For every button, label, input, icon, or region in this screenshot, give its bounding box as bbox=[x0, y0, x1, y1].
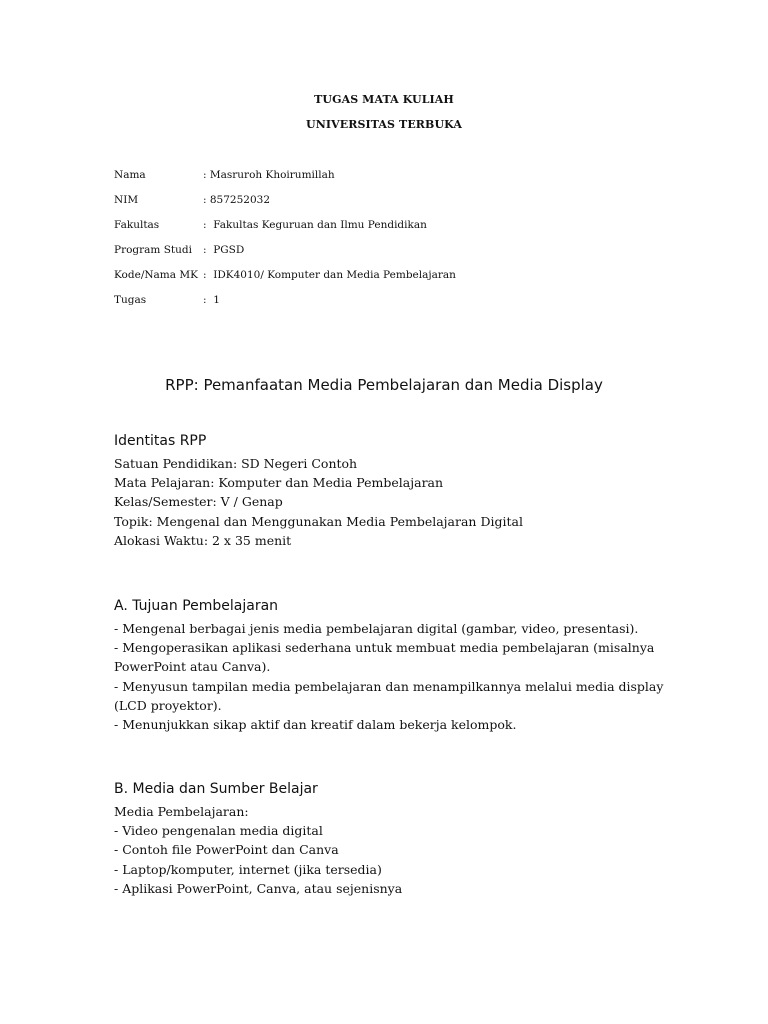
info-label: NIM bbox=[114, 194, 139, 206]
text-line: - Aplikasi PowerPoint, Canva, atau sejenisnya bbox=[114, 880, 403, 896]
text-line: Topik: Mengenal dan Menggunakan Media Pembelajaran Digital bbox=[114, 513, 523, 529]
text-line: - Menunjukkan sikap aktif dan kreatif dalam bekerja kelompok. bbox=[114, 716, 517, 732]
text-line: Alokasi Waktu: 2 x 35 menit bbox=[114, 532, 292, 548]
info-value: : 857252032 bbox=[203, 194, 270, 206]
info-label: Nama bbox=[114, 169, 146, 181]
info-row-fakultas bbox=[114, 219, 456, 244]
section-heading-tujuan: A. Tujuan Pembelajaran bbox=[114, 598, 279, 614]
info-label: Program Studi bbox=[114, 244, 192, 256]
info-row-kode-mk bbox=[114, 269, 456, 294]
info-value: : Fakultas Keguruan dan Ilmu Pendidikan bbox=[203, 219, 427, 231]
info-row-tugas bbox=[114, 294, 456, 319]
section-heading-identitas: Identitas RPP bbox=[114, 433, 207, 449]
text-line: - Menyusun tampilan media pembelajaran dan menampilkannya melalui media display bbox=[114, 678, 664, 694]
info-value: : 1 bbox=[203, 294, 220, 306]
text-line: PowerPoint atau Canva). bbox=[114, 659, 271, 675]
info-label: Tugas bbox=[114, 294, 147, 306]
info-value: : Masruroh Khoirumillah bbox=[203, 169, 335, 181]
header-course-title: TUGAS MATA KULIAH bbox=[314, 93, 454, 106]
info-label: Fakultas bbox=[114, 219, 160, 231]
info-row-program-studi bbox=[114, 244, 456, 269]
text-line: Media Pembelajaran: bbox=[114, 804, 249, 819]
section-body-tujuan bbox=[114, 619, 664, 734]
section-heading-media: B. Media dan Sumber Belajar bbox=[114, 781, 318, 797]
info-label: Kode/Nama MK bbox=[114, 269, 198, 281]
section-body-identitas bbox=[114, 454, 654, 550]
info-row-nim bbox=[114, 194, 456, 219]
document-title: RPP: Pemanfaatan Media Pembelajaran dan Media Display bbox=[165, 376, 603, 394]
student-info-table bbox=[114, 169, 456, 319]
text-line: - Mengenal berbagai jenis media pembelajaran digital (gambar, video, presentasi). bbox=[114, 621, 639, 636]
text-line: - Video pengenalan media digital bbox=[114, 823, 323, 839]
section-body-media bbox=[114, 802, 654, 898]
text-line: Mata Pelajaran: Komputer dan Media Pembelajaran bbox=[114, 475, 444, 491]
info-value: : PGSD bbox=[203, 244, 245, 256]
header-university: UNIVERSITAS TERBUKA bbox=[306, 118, 462, 131]
text-line: Kelas/Semester: V / Genap bbox=[114, 494, 283, 510]
info-row-nama bbox=[114, 169, 456, 194]
text-line: (LCD proyektor). bbox=[114, 697, 222, 713]
text-line: - Mengoperasikan aplikasi sederhana untuk membuat media pembelajaran (misalnya bbox=[114, 640, 655, 656]
text-line: - Laptop/komputer, internet (jika tersedia) bbox=[114, 861, 382, 877]
text-line: Satuan Pendidikan: SD Negeri Contoh bbox=[114, 456, 358, 471]
info-value: : IDK4010/ Komputer dan Media Pembelajaran bbox=[203, 269, 456, 281]
text-line: - Contoh file PowerPoint dan Canva bbox=[114, 842, 339, 858]
